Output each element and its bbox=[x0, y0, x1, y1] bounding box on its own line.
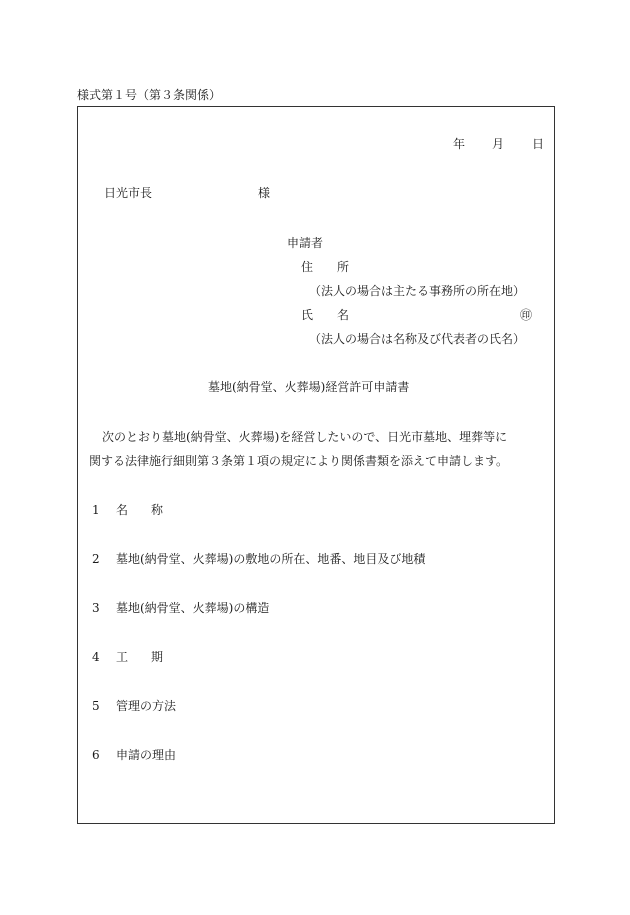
item-label-second: 期 bbox=[151, 650, 164, 664]
form-number: 様式第１号（第３条関係） bbox=[77, 88, 222, 102]
address-note: （法人の場合は主たる事務所の所在地） bbox=[309, 284, 526, 298]
item-number: 6 bbox=[92, 748, 100, 762]
item-number: 2 bbox=[92, 552, 100, 566]
item-label: 墓地(納骨堂、火葬場)の敷地の所在、地番、地目及び地積 bbox=[116, 552, 426, 566]
item-label: 申請の理由 bbox=[116, 748, 177, 762]
item-label-second: 称 bbox=[151, 503, 164, 517]
name-label-second: 名 bbox=[337, 308, 350, 322]
document-title: 墓地(納骨堂、火葬場)経営許可申請書 bbox=[208, 380, 410, 394]
month-label: 月 bbox=[492, 137, 505, 151]
item-number: 5 bbox=[92, 699, 100, 713]
item-label: 管理の方法 bbox=[116, 699, 177, 713]
applicant-label: 申請者 bbox=[287, 236, 324, 250]
body-line-2: 関する法律施行細則第３条第１項の規定により関係書類を添えて申請します。 bbox=[89, 454, 509, 468]
addressee-honorific: 様 bbox=[258, 186, 271, 200]
body-line-1: 次のとおり墓地(納骨堂、火葬場)を経営したいので、日光市墓地、埋葬等に bbox=[102, 430, 508, 444]
seal-mark: ㊞ bbox=[520, 308, 533, 322]
item-number: 1 bbox=[92, 503, 100, 517]
address-label-second: 所 bbox=[337, 260, 350, 274]
day-label: 日 bbox=[532, 137, 545, 151]
item-number: 3 bbox=[92, 601, 100, 615]
item-label-first: 名 bbox=[116, 503, 129, 517]
address-label-first: 住 bbox=[301, 260, 314, 274]
addressee-name: 日光市長 bbox=[104, 186, 153, 200]
name-label-first: 氏 bbox=[301, 308, 314, 322]
item-number: 4 bbox=[92, 650, 100, 664]
item-label: 墓地(納骨堂、火葬場)の構造 bbox=[116, 601, 270, 615]
item-label-first: 工 bbox=[116, 650, 129, 664]
name-note: （法人の場合は名称及び代表者の氏名） bbox=[309, 332, 526, 346]
year-label: 年 bbox=[453, 137, 466, 151]
